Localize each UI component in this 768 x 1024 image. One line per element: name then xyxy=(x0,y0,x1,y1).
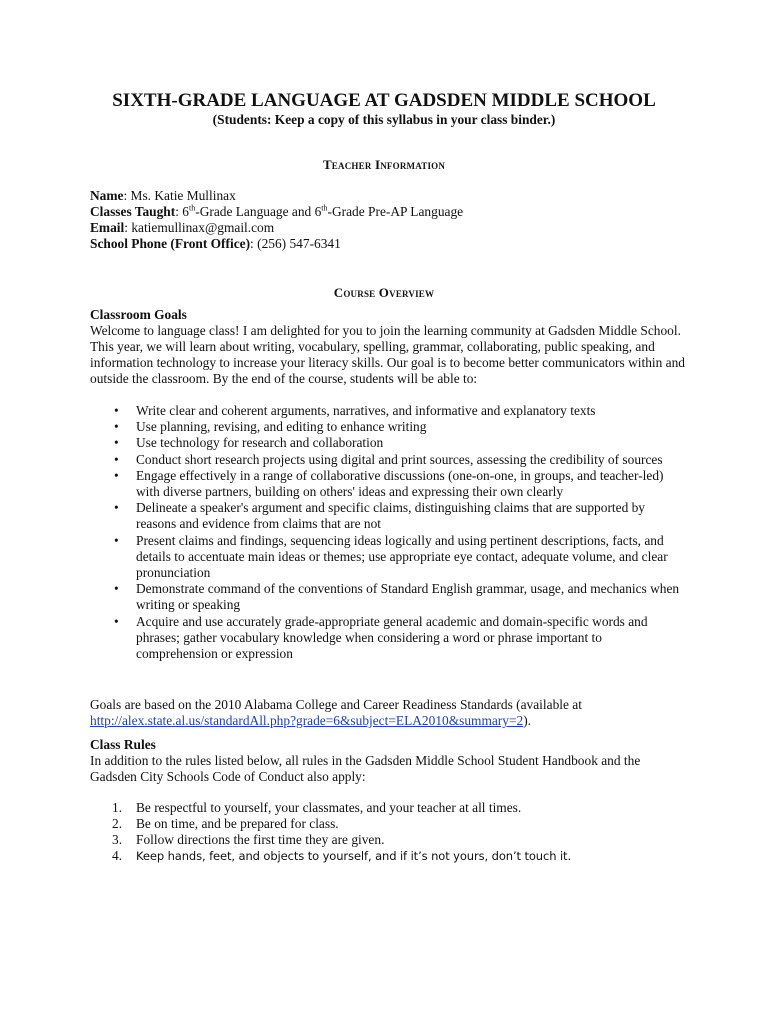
rule-number: 1. xyxy=(112,800,123,815)
bullet-icon: • xyxy=(114,419,119,435)
standards-link[interactable]: http://alex.state.al.us/standardAll.php?grade=6&subject=ELA2010&summary=2 xyxy=(90,713,524,728)
rules-list xyxy=(90,800,680,864)
classroom-goals-heading: Classroom Goals xyxy=(90,307,187,322)
bullet-icon: • xyxy=(114,451,119,467)
standards-note xyxy=(90,697,690,729)
classes-sup2: th xyxy=(321,203,328,213)
goal-text: Conduct short research projects using digital and print sources, assessing the credibility of sources xyxy=(136,451,663,467)
rule-text: Follow directions the first time they are given. xyxy=(136,832,385,847)
rule-number: 3. xyxy=(112,832,123,847)
rule-item xyxy=(90,800,680,816)
rule-number: 2. xyxy=(112,816,123,831)
goal-item xyxy=(90,452,680,468)
document-title: SIXTH-GRADE LANGUAGE AT GADSDEN MIDDLE SCHOOL xyxy=(112,90,656,111)
name-value: Ms. Katie Mullinax xyxy=(130,188,236,203)
goal-text: Present claims and findings, sequencing ideas logically and using pertinent descriptions, facts, and details to accentuate main ideas or themes; use appropriate eye contact, adequate volume, and clear pronunciation xyxy=(136,532,668,581)
standards-text: Goals are based on the 2010 Alabama College and Career Readiness Standards (available at xyxy=(90,697,582,712)
goal-text: Use planning, revising, and editing to enhance writing xyxy=(136,419,427,435)
bullet-icon: • xyxy=(114,403,119,418)
rule-text: Be on time, and be prepared for class. xyxy=(136,816,339,831)
rule-item xyxy=(90,816,680,832)
classes-part1: 6 xyxy=(182,204,189,219)
rule-item xyxy=(90,832,680,848)
standards-close: ). xyxy=(523,713,532,728)
phone-line: School Phone (Front Office): (256) 547-6341 xyxy=(90,236,341,251)
classes-sup1: th xyxy=(189,203,196,213)
goal-item xyxy=(90,435,680,451)
classes-label: Classes Taught xyxy=(90,204,176,219)
bullet-icon: • xyxy=(114,467,119,483)
goal-item xyxy=(90,419,680,435)
classes-part2: -Grade Language and 6 xyxy=(195,204,322,219)
teacher-name-line: Name: Ms. Katie Mullinax xyxy=(90,188,236,203)
goal-item xyxy=(90,614,680,663)
classroom-goals-intro: Welcome to language class! I am delighted for you to join the learning community at Gadsden Middle School. This year, we will learn about writing, vocabulary, spelling, grammar, collaborating, public speaking, and information technology to increase your literacy skills. Our goal is to become better communicators within and outside the classroom. By the end of the course, students will be able to: xyxy=(90,323,685,386)
phone-value: (256) 547-6341 xyxy=(257,236,341,251)
classes-part3: -Grade Pre-AP Language xyxy=(327,204,464,219)
document-subtitle: (Students: Keep a copy of this syllabus in your class binder.) xyxy=(212,112,556,127)
goal-text: Demonstrate command of the conventions of Standard English grammar, usage, and mechanics when writing or speaking xyxy=(136,581,680,613)
class-rules-block xyxy=(90,737,690,785)
goal-item xyxy=(90,500,680,532)
rule-text: Keep hands, feet, and objects to yourself, and if it’s not yours, don’t touch it. xyxy=(136,849,572,863)
standards-paragraph xyxy=(90,697,690,729)
goal-text: Engage effectively in a range of collaborative discussions (one-on-one, in groups, and teacher-led) with diverse partners, building on others' ideas and expressing their own clearly xyxy=(136,467,664,500)
teacher-information-heading: Teacher Information xyxy=(322,157,446,172)
rule-number: 4. xyxy=(112,848,123,863)
bullet-icon: • xyxy=(114,613,119,629)
goal-item xyxy=(90,533,680,582)
name-label: Name xyxy=(90,188,124,203)
bullet-icon: • xyxy=(114,532,119,548)
phone-label: School Phone (Front Office) xyxy=(90,236,251,251)
goal-text: Acquire and use accurately grade-appropriate general academic and domain-specific words and phrases; gather vocabulary knowledge when considering a word or phrase important to comprehension or expression xyxy=(136,613,648,662)
course-overview-heading: Course Overview xyxy=(333,285,435,300)
email-line: Email: katiemullinax@gmail.com xyxy=(90,220,275,235)
goal-item xyxy=(90,468,680,500)
class-rules-heading: Class Rules xyxy=(90,737,156,752)
bullet-icon: • xyxy=(114,581,119,597)
rule-item xyxy=(90,848,680,864)
goals-list xyxy=(90,403,680,662)
email-value[interactable]: katiemullinax@gmail.com xyxy=(131,220,275,235)
goal-item xyxy=(90,581,680,613)
goal-text: Use technology for research and collaboration xyxy=(136,435,384,451)
email-label: Email xyxy=(90,220,125,235)
classes-taught-line: Classes Taught: 6th-Grade Language and 6th-Grade Pre-AP Language xyxy=(90,203,464,219)
bullet-icon: • xyxy=(114,435,119,451)
class-rules-intro: In addition to the rules listed below, all rules in the Gadsden Middle School Student Handbook and the Gadsden City Schools Code of Conduct also apply: xyxy=(90,753,641,784)
classroom-goals-block xyxy=(90,307,690,387)
goal-text: Write clear and coherent arguments, narratives, and informative and explanatory texts xyxy=(136,403,596,418)
goal-item xyxy=(90,403,680,419)
rule-text: Be respectful to yourself, your classmates, and your teacher at all times. xyxy=(136,800,522,815)
bullet-icon: • xyxy=(114,500,119,516)
teacher-info-block xyxy=(90,188,690,252)
goal-text: Delineate a speaker's argument and specific claims, distinguishing claims that are supported by reasons and evidence from claims that are not xyxy=(136,500,646,532)
